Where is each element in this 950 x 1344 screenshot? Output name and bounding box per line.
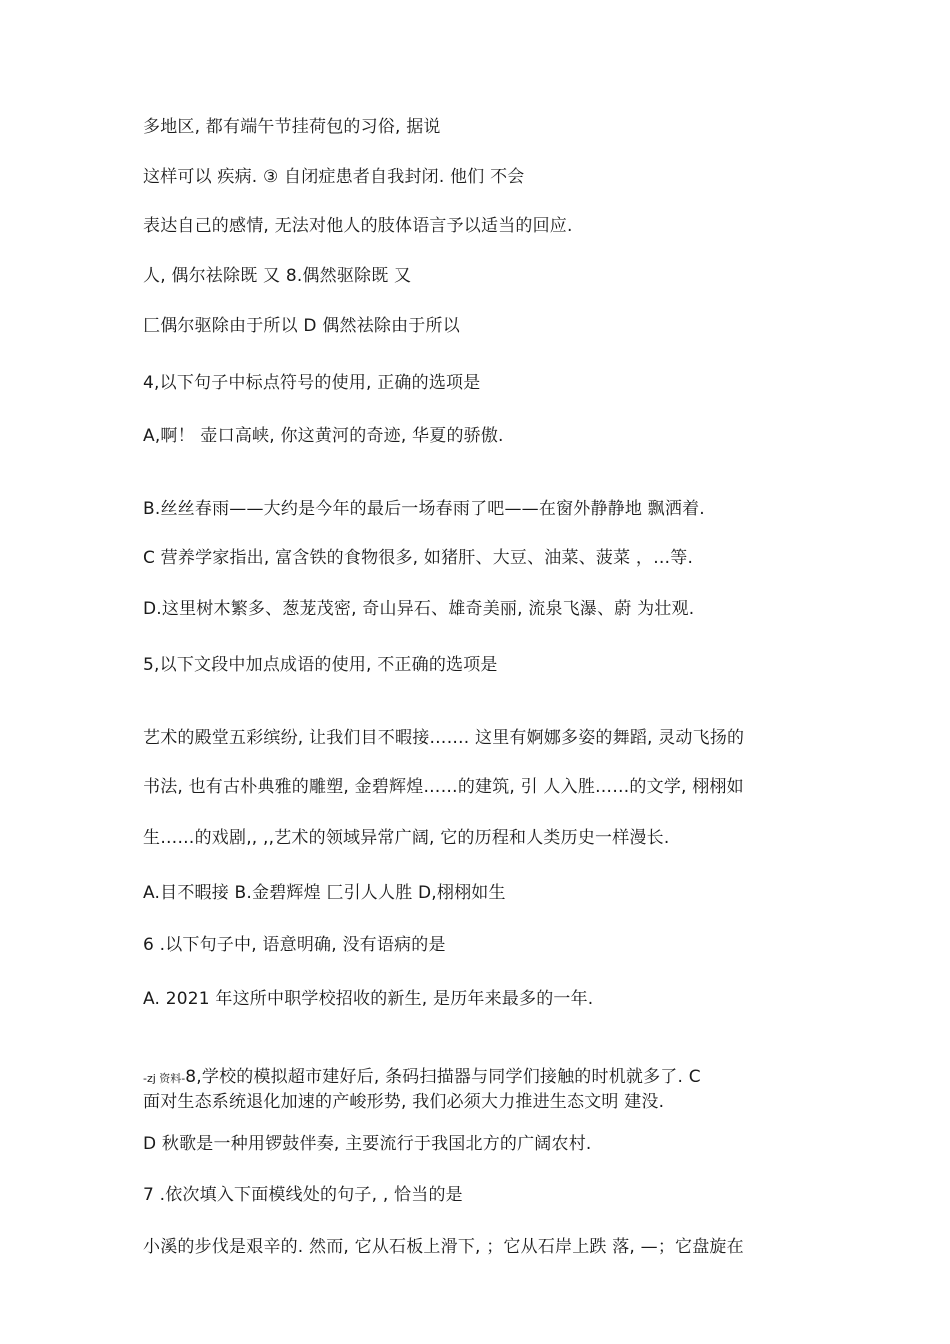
question-5-options: A.目不暇接 B.金碧辉煌 匚引人人胜 D,栩栩如生	[143, 883, 506, 903]
question-7-passage: 小溪的步伐是艰辛的. 然而, 它从石板上滑下, ；它从石岸上跌 落, —；它盘旋在	[143, 1237, 744, 1257]
passage-line-2: 书法, 也有古朴典雅的雕塑, 金碧辉煌……的建筑, 引 人入胜……的文学, 栩栩如	[143, 777, 744, 797]
watermark-tag: -zj 资料-	[143, 1072, 186, 1085]
question-6-option-d: D 秋歌是一种用锣鼓伴奏, 主要流行于我国北方的广阔农村.	[143, 1134, 592, 1154]
question-6-option-a: A. 2021 年这所中职学校招收的新生, 是历年来最多的一年.	[143, 989, 594, 1009]
text-line-5: 匚偶尔驱除由于所以 D 偶然祛除由于所以	[143, 316, 460, 336]
question-6-stem: 6 .以下句子中, 语意明确, 没有语病的是	[143, 935, 446, 955]
question-5-stem: 5,以下文段中加点成语的使用, 不正确的选项是	[143, 655, 498, 675]
question-4-stem: 4,以下句子中标点符号的使用, 正确的选项是	[143, 373, 481, 393]
question-6-option-b	[143, 1066, 701, 1090]
text-line-3: 表达自己的感情, 无法对他人的肢体语言予以适当的回应.	[143, 216, 573, 236]
question-4-option-d: D.这里树木繁多、葱茏茂密, 奇山异石、雄奇美丽, 流泉飞瀑、蔚 为壮观.	[143, 599, 695, 619]
text-line-2: 这样可以 疾病. ③ 自闭症患者自我封闭. 他们 不会	[143, 167, 525, 187]
question-6-option-b-text: 8,学校的模拟超市建好后, 条码扫描器与同学们接触的时机就多了. C	[185, 1067, 701, 1087]
text-line-4: 人, 偶尔祛除既 又 8.偶然驱除既 又	[143, 266, 412, 286]
question-4-option-a: A,啊！ 壶口高峡, 你这黄河的奇迹, 华夏的骄傲.	[143, 426, 504, 446]
passage-line-1: 艺术的殿堂五彩缤纷, 让我们目不暇接……. 这里有婀娜多姿的舞蹈, 灵动飞扬的	[143, 728, 745, 748]
question-7-stem: 7 .依次填入下面模线处的句子, , 恰当的是	[143, 1185, 463, 1205]
passage-line-3: 生……的戏剧,, ,,艺术的领域异常广阔, 它的历程和人类历史一样漫长.	[143, 828, 670, 848]
question-4-option-b: B.丝丝春雨——大约是今年的最后一场春雨了吧——在窗外静静地 飘洒着.	[143, 499, 705, 519]
text-line-1: 多地区, 都有端午节挂荷包的习俗, 据说	[143, 117, 441, 137]
question-6-option-c: 面对生态系统退化加速的产峻形势, 我们必须大力推进生态文明 建没.	[143, 1092, 665, 1112]
question-4-option-c: C 营养学家指出, 富含铁的食物很多, 如猪肝、大豆、油菜、菠菜 ，…等.	[143, 548, 694, 568]
